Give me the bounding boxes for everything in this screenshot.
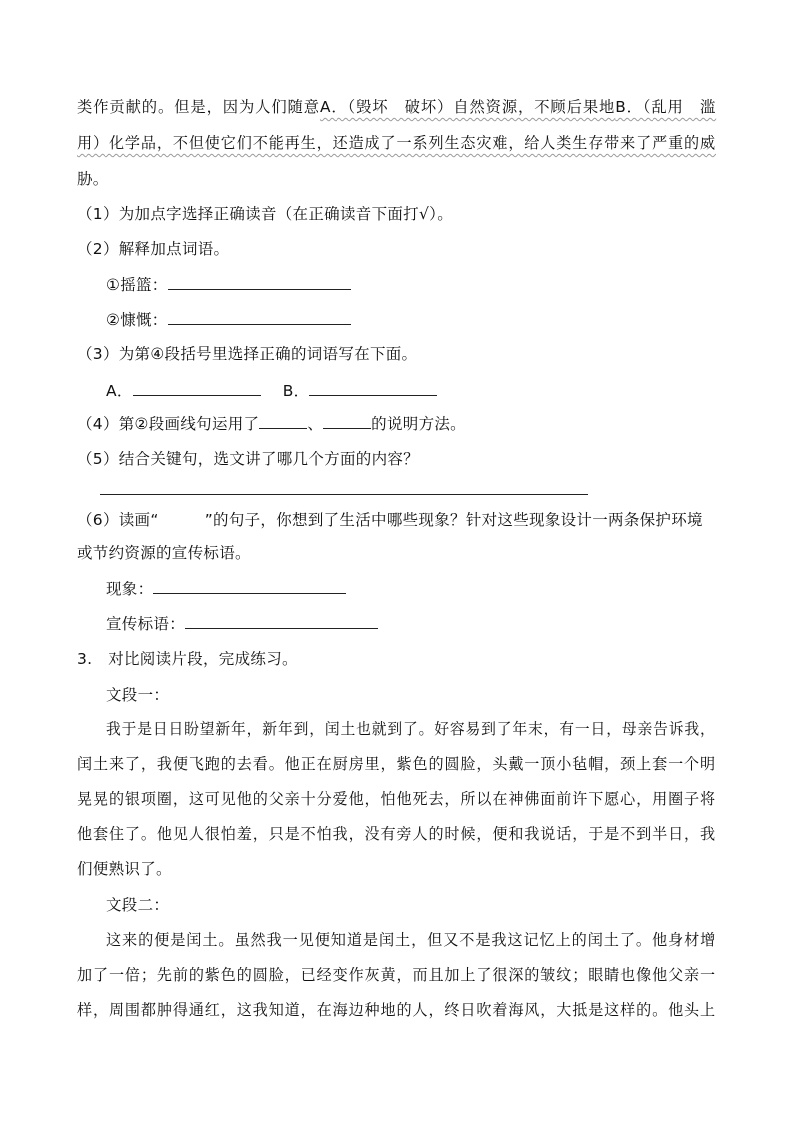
question-2: （2）解释加点词语。 (77, 240, 230, 258)
question-1: （1）为加点字选择正确读音（在正确读音下面打√）。 (77, 205, 453, 223)
question-6-item-2 (106, 612, 378, 635)
passage-1-line: 闰土来了，我便飞跑的去看。他正在厨房里，紫色的圆脸，头戴一顶小毡帽，颈上套一个明 (77, 755, 717, 773)
item-label: 宣传标语： (106, 615, 186, 633)
question-6 (77, 509, 703, 531)
paragraph-line: 胁。 (77, 170, 109, 188)
question-3: （3）为第④段括号里选择正确的词语写在下面。 (77, 345, 418, 363)
answer-line[interactable] (100, 494, 588, 495)
paragraph-line (77, 96, 716, 118)
question-4 (77, 413, 466, 435)
answer-blank[interactable] (153, 577, 346, 594)
answer-blank[interactable] (259, 414, 307, 429)
wavy-blank (159, 509, 205, 523)
item-label: 现象： (106, 580, 154, 598)
answer-blank-a[interactable] (133, 379, 261, 396)
passage-1-line: 们便熟识了。 (77, 860, 172, 878)
wavy-underlined-option-a: A．（毁坏 破坏）自然资源，不顾后果地 (319, 98, 616, 116)
paragraph-line-wavy: 用）化学品，不但使它们不能再生，还造成了一系列生态灾难，给人类生存带来了严重的威 (77, 134, 717, 152)
separator: 、 (307, 415, 324, 433)
question-3-answers (106, 379, 437, 402)
question-text: 的说明方法。 (371, 415, 466, 433)
passage-1-line: 我于是日日盼望新年，新年到，闰土也就到了。好容易到了年末，有一日，母亲告诉我， (106, 720, 716, 738)
item-label: ②慷慨： (106, 311, 168, 329)
question-2-item-2 (106, 308, 351, 331)
passage-1-line: 他套住了。他见人很怕羞，只是不怕我，没有旁人的时候，便和我说话，于是不到半日，我 (77, 825, 717, 843)
passage-2-line: 样，周围都肿得通红，这我知道，在海边种地的人，终日吹着海风，大抵是这样的。他头上 (77, 1001, 717, 1019)
answer-blank[interactable] (185, 612, 378, 629)
passage-1-label: 文段一： (106, 686, 170, 704)
passage-2-label: 文段二： (106, 896, 170, 914)
question-2-item-1 (106, 273, 351, 296)
option-a-label: A． (106, 382, 133, 400)
question-5: （5）结合关键句，选文讲了哪几个方面的内容？ (77, 450, 419, 468)
question-6-item-1 (106, 577, 346, 600)
question-text: （6）读画“ (77, 511, 159, 529)
item-label: ①摇篮： (106, 276, 168, 294)
passage-1-line: 晃晃的银项圈，这可见他的父亲十分爱他，怕他死去，所以在神佛面前许下愿心，用圈子将 (77, 790, 717, 808)
answer-blank-b[interactable] (309, 379, 437, 396)
wavy-underlined-option-b: B．（乱用 滥 (615, 98, 717, 116)
question-text: （4）第②段画线句运用了 (77, 415, 260, 433)
question-6-continued: 或节约资源的宣传标语。 (77, 544, 251, 562)
passage-2-line: 这来的便是闰土。虽然我一见便知道是闰土，但又不是我这记忆上的闰土了。他身材增 (106, 931, 717, 949)
paragraph-text: 类作贡献的。但是，因为人们随意 (77, 98, 320, 116)
option-b-label: B． (282, 382, 310, 400)
question-text: ”的句子，你想到了生活中哪些现象？针对这些现象设计一两条保护环境 (204, 511, 703, 529)
passage-2-line: 加了一倍；先前的紫色的圆脸，已经变作灰黄，而且加上了很深的皱纹；眼睛也像他父亲一 (77, 966, 717, 984)
section-heading: 3. 对比阅读片段，完成练习。 (77, 650, 298, 668)
answer-blank[interactable] (323, 414, 371, 429)
answer-blank[interactable] (168, 273, 351, 290)
answer-blank[interactable] (168, 308, 351, 325)
